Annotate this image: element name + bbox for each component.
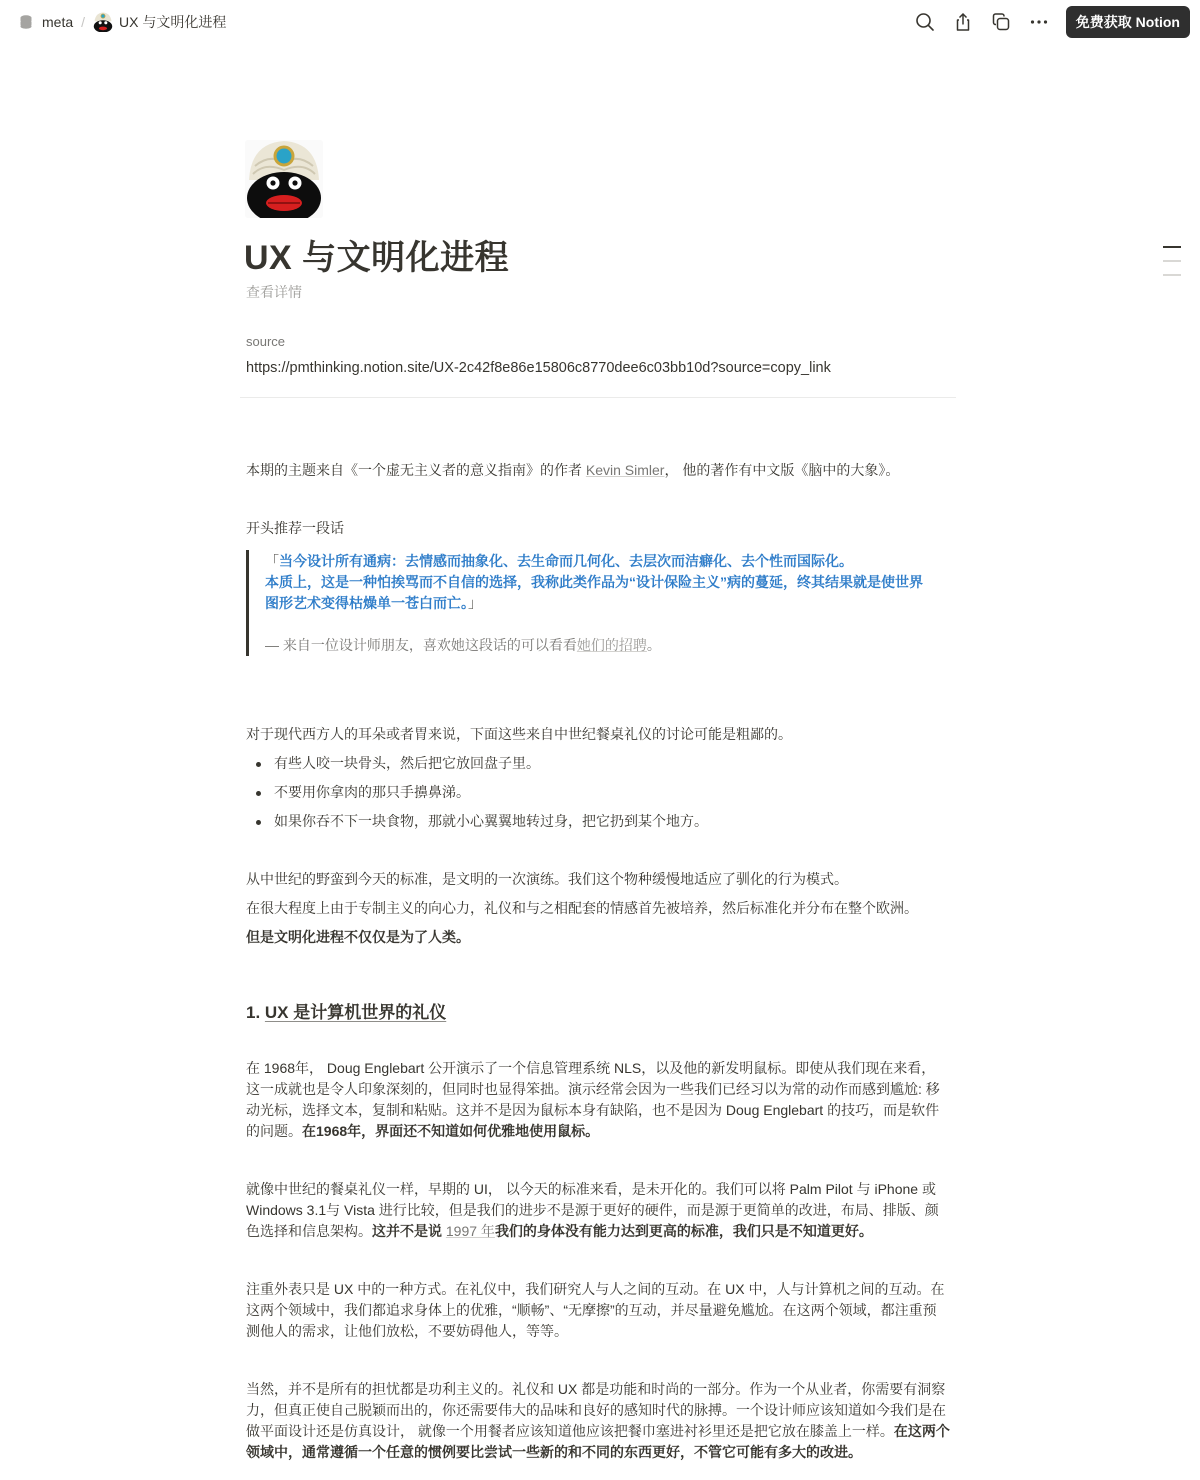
- intro-text-end: ， 他的著作有中文版《脑中的大象》。: [664, 462, 900, 478]
- text-line: Windows 3.1与 Vista 进行比较，但是我们的进步不是源于更好的硬件，而是源于更简单的改进，布局、排版、颜: [246, 1202, 939, 1218]
- section-number: 1.: [246, 1003, 265, 1022]
- get-notion-button[interactable]: 免费获取 Notion: [1066, 6, 1190, 38]
- quote-line: 当今设计所有通病：去情感而抽象化、去生命而几何化、去层次而洁癖化、去个性而国际化。: [279, 553, 853, 569]
- view-details-link[interactable]: 查看详情: [246, 284, 302, 300]
- share-icon: [953, 12, 973, 32]
- quote-open-bracket: 「: [265, 553, 279, 569]
- paragraph-early-ui: [246, 1179, 956, 1242]
- list-item: 有些人咬一块骨头，然后把它放回盘子里。: [252, 753, 952, 774]
- top-actions: [906, 6, 1190, 38]
- property-label-source: source: [246, 334, 286, 349]
- text-line: 就像中世纪的餐桌礼仪一样，早期的 UI， 以今天的标准来看，是未开化的。我们可以将 Palm Pilot 与 iPhone 或: [246, 1181, 936, 1197]
- recruiting-link[interactable]: 她们的招聘: [576, 637, 647, 653]
- page-icon[interactable]: [245, 140, 323, 218]
- paragraph-fashion: [246, 1379, 956, 1463]
- database-icon: [18, 14, 34, 30]
- bold-text: 在1968年，界面还不知道如何优雅地使用鼠标。: [302, 1123, 600, 1139]
- quote-line: 本质上，这是一种怕挨骂而不自信的选择，我称此类作品为“设计保险主义”病的蔓延，终其结果就是使世界: [265, 574, 923, 590]
- bold-text: 领域中，通常遵循一个任意的惯例要比尝试一些新的和不同的东西更好，不管它可能有多大的改进。: [246, 1444, 862, 1460]
- top-bar: [0, 0, 1200, 44]
- quote-source-text: — 来自一位设计师朋友，喜欢她这段话的可以看看: [265, 637, 577, 653]
- civilization-paragraph-1: 从中世纪的野蛮到今天的标准，是文明的一次演练。我们这个物种缓慢地适应了驯化的行为模式。: [246, 871, 848, 887]
- quote-source: [265, 635, 946, 655]
- intro-paragraph: [246, 460, 956, 481]
- toc-mark[interactable]: [1163, 260, 1181, 262]
- text-line: 注重外表只是 UX 中的一种方式。在礼仪中，我们研究人与人之间的互动。在 UX 中，人与计算机之间的互动。在: [246, 1281, 945, 1297]
- more-button[interactable]: [1020, 7, 1058, 37]
- text-line: 的问题。: [246, 1123, 302, 1139]
- breadcrumb-separator: /: [81, 14, 86, 30]
- text-line: 这一成就也是令人印象深刻的，但同时也显得笨拙。演示经常会因为一些我们已经习以为常的动作而感到尴尬: 移: [246, 1081, 940, 1097]
- paragraph-interaction: [246, 1279, 956, 1342]
- quote-text: [265, 551, 946, 614]
- section-title-link[interactable]: UX 是计算机世界的礼仪: [264, 1003, 447, 1022]
- page-emoji-icon: [93, 12, 113, 32]
- text-line: 当然，并不是所有的担忧都是功利主义的。礼仪和 UX 都是功能和时尚的一部分。作为一个从业者，你需要有洞察: [246, 1381, 946, 1397]
- bold-text: 我们的身体没有能力达到更高的标准，我们只是不知道更好。: [494, 1223, 873, 1239]
- text-line: 这两个领域中，我们都追求身体上的优雅，“顺畅”、“无摩擦”的互动，并尽量避免尴尬。在这两个领域，都注重预: [246, 1302, 937, 1318]
- text-line: 力，但真正使自己脱颖而出的，你还需要伟大的品味和良好的感知时代的脉搏。一个设计师应该知道如今我们是在: [246, 1402, 946, 1418]
- quote-block: [246, 550, 946, 656]
- author-link[interactable]: Kevin Simler: [585, 462, 665, 478]
- recommend-paragraph: 开头推荐一段话: [246, 520, 344, 536]
- civilization-paragraph-3: 但是文明化进程不仅仅是为了人类。: [246, 929, 470, 945]
- list-item: 如果你吞不下一块食物，那就小心翼翼地转过身，把它扔到某个地方。: [252, 811, 952, 832]
- page-title: UX 与文明化进程: [244, 239, 510, 277]
- breadcrumb-database[interactable]: meta: [42, 14, 74, 30]
- civilization-paragraph-2: 在很大程度上由于专制主义的向心力，礼仪和与之相配套的情感首先被培养，然后标准化并分布在整个欧洲。: [246, 900, 918, 916]
- text-line: 色选择和信息架构。: [246, 1223, 372, 1239]
- properties-divider: [240, 397, 956, 398]
- year-link[interactable]: 1997 年: [445, 1223, 495, 1239]
- search-icon: [915, 12, 935, 32]
- property-value-source[interactable]: https://pmthinking.notion.site/UX-2c42f8e86e15806c8770dee6c03bb10d?source=copy_link: [246, 360, 831, 376]
- share-button[interactable]: [944, 7, 982, 37]
- paragraph-1968: [246, 1058, 956, 1142]
- text-line: 在 1968年， Doug Englebart 公开演示了一个信息管理系统 NLS，以及他的新发明鼠标。即使从我们现在来看，: [246, 1060, 936, 1076]
- text-line: 测他人的需求，让他们放松，不要妨碍他人，等等。: [246, 1323, 568, 1339]
- toc-mark[interactable]: [1163, 246, 1181, 248]
- duplicate-icon: [991, 12, 1011, 32]
- list-item: 不要用你拿肉的那只手擤鼻涕。: [252, 782, 952, 803]
- duplicate-button[interactable]: [982, 7, 1020, 37]
- quote-source-end: 。: [646, 637, 661, 653]
- search-button[interactable]: [906, 7, 944, 37]
- bold-text: 在这两个: [893, 1423, 950, 1439]
- bold-text: 这并不是说: [372, 1223, 446, 1239]
- table-manners-paragraph: 对于现代西方人的耳朵或者胃来说，下面这些来自中世纪餐桌礼仪的讨论可能是粗鄙的。: [246, 726, 792, 742]
- text-line: 动光标，选择文本，复制和粘贴。这并不是因为鼠标本身有缺陷，也不是因为 Doug Englebart 的技巧，而是软件: [246, 1102, 940, 1118]
- breadcrumb: [18, 12, 226, 32]
- text-line: 做平面设计还是仿真设计， 就像一个用餐者应该知道他应该把餐巾塞进衬衫里还是把它放在膝盖上一样。: [246, 1423, 894, 1439]
- bulleted-list: [252, 753, 952, 840]
- section-heading-1: [246, 998, 446, 1023]
- breadcrumb-page[interactable]: UX 与文明化进程: [119, 14, 227, 30]
- quote-line: 图形艺术变得枯燥单一苍白而亡。: [265, 595, 468, 611]
- more-dots-icon: [1029, 12, 1049, 32]
- table-of-contents[interactable]: [1163, 246, 1181, 288]
- quote-close-bracket: 」: [468, 595, 482, 611]
- intro-text: 本期的主题来自《一个虚无主义者的意义指南》的作者: [246, 462, 586, 478]
- toc-mark[interactable]: [1163, 274, 1181, 276]
